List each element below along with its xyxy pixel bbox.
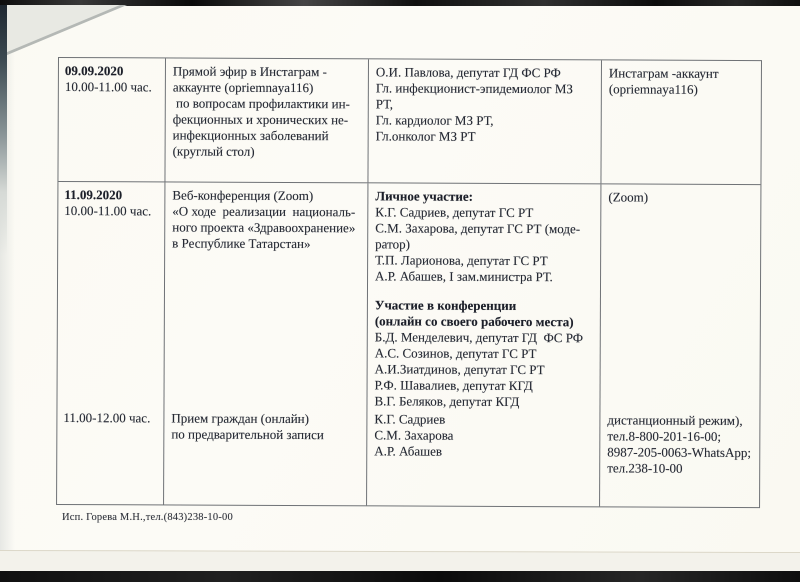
event-text: Веб-конференция (Zoom) «О ходе реализации националь- ного проекта «Здравоохранение» в Республике Татарстан» — [172, 187, 356, 252]
participants2-text: К.Г. Садриев С.М. Захарова А.Р. Абашев — [374, 411, 454, 459]
cell-format — [600, 60, 761, 184]
scan-edge-bottom — [0, 571, 800, 582]
scan-edge-left — [0, 5, 7, 255]
cell-participants — [367, 59, 601, 183]
format-text: Инстаграм -аккаунт (opriemnaya116) — [608, 65, 719, 97]
time-text: 10.00-11.00 час. — [64, 79, 152, 95]
conference-participants-text: Б.Д. Менделевич, депутат ГД ФС РФ А.С. Созинов, депутат ГС РТ А.И.Зиатдинов, депутат ГС РТ Р.Ф. Шавалиев, депутат КГД В.Г. Беляков, депутат КГД — [374, 329, 584, 410]
cell-date-time — [58, 58, 165, 181]
cell-participants — [366, 183, 600, 506]
executor-note: Исп. Горева М.Н.,тел.(843)238-10-00 — [62, 512, 233, 523]
event2-text: Прием граждан (онлайн) по предварительной записи — [171, 410, 324, 443]
cell-date-time — [57, 182, 164, 504]
table-row — [58, 58, 761, 185]
cell-event — [164, 58, 368, 182]
participants-text: О.И. Павлова, депутат ГД ФС РФ Гл. инфекционист-эпидемиолог МЗ РТ, Гл. кардиолог МЗ РТ, Гл.онколог МЗ РТ — [375, 64, 573, 144]
table-row — [57, 182, 760, 507]
cell-event — [163, 182, 367, 505]
paper-corner-fold — [0, 5, 120, 55]
cell-format — [599, 184, 760, 507]
participants-text: К.Г. Садриев, депутат ГС РТ С.М. Захарова, депутат ГС РТ (моде- ратор) Т.П. Ларионова, депутат ГС РТ А.Р. Абашев, I зам.министра РТ. — [375, 204, 581, 285]
schedule-table — [56, 57, 762, 508]
time-text: 10.00-11.00 час. — [64, 203, 152, 219]
date-text: 11.09.2020 — [64, 187, 123, 203]
format2-text: дистанционный режим), тел.8-800-201-16-00; 8987-205-0063-WhatsApp; тел.238-10-00 — [607, 412, 752, 476]
time2-text: 11.00-12.00 час. — [63, 410, 151, 426]
participants-heading: Личное участие: — [375, 188, 474, 204]
date-text: 09.09.2020 — [64, 63, 124, 79]
event-text: Прямой эфир в Инстаграм - аккаунте (opriemnaya116) по вопросам профилактики ин- фекционных и хронических не- инфекционных заболеваний (круглый стол) — [172, 63, 350, 159]
conference-heading: Участие в конференции (онлайн со своего рабочего места) — [374, 297, 574, 330]
format-text: (Zoom) — [608, 189, 649, 205]
